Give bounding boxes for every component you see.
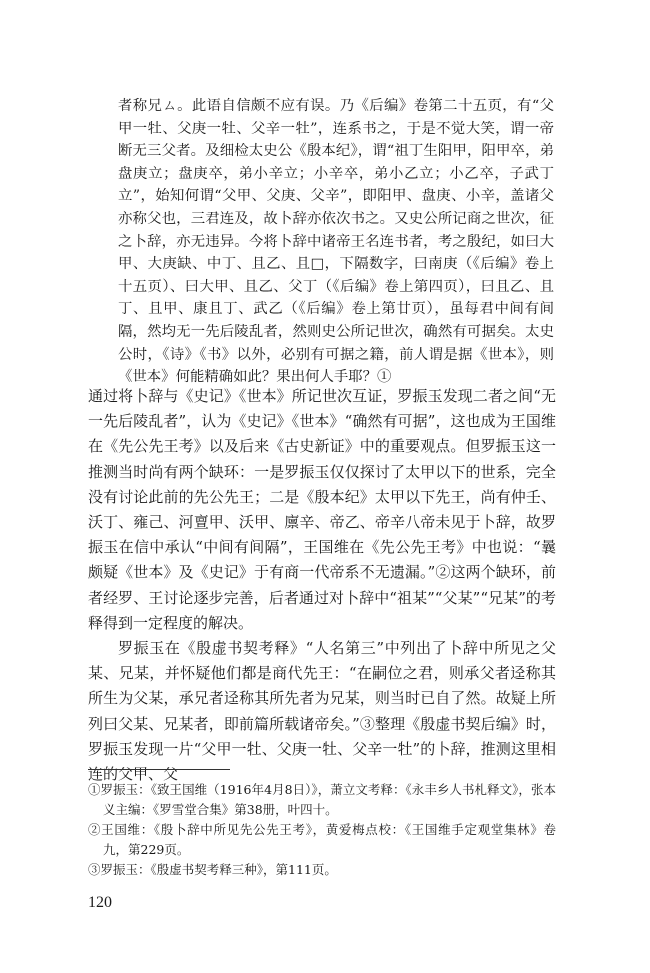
footnotes — [88, 780, 556, 880]
footnote-divider — [88, 769, 230, 770]
block-quote — [118, 95, 554, 389]
body-paragraph-1: 通过将卜辞与《史记》《世本》所记世次互证，罗振玉发现二者之间“无一先后陵乱者”，认为《史记》《世本》“确然有可据”，这也成为王国维在《先公先王考》以及后来《古史新证》中的重要观点。但罗振玉这一推测当时尚有两个缺环：一是罗振玉仅仅探讨了太甲以下的世系，完全没有讨论此前的先公先王；二是《殷本纪》太甲以下先王，尚有仲壬、沃丁、雍己、河亶甲、沃甲、廪辛、帝乙、帝辛八帝未见于卜辞，故罗振玉在信中承认“中间有间隔”，王国维在《先公先王考》中也说：“曩颇疑《世本》及《史记》于有商一代帝系不无遗漏。”②这两个缺环，前者经罗、王讨论逐步完善，后者通过对卜辞中“祖某”“父某”“兄某”的考释得到一定程度的解决。 — [88, 387, 556, 632]
footnote-3: ③罗振玉：《殷虚书契考释三种》，第111页。 — [88, 862, 337, 877]
footnote-2: ②王国维：《殷卜辞中所见先公先王考》，黄爱梅点校：《王国维手定观堂集林》卷九，第229页。 — [88, 822, 556, 857]
footnote-1: ①罗振玉：《致王国维（1916年4月8日）》，萧立文考释：《永丰乡人书札释文》，张本义主编：《罗雪堂合集》第38册，叶四十。 — [88, 782, 556, 817]
page-number: 120 — [88, 894, 112, 911]
body-paragraph-2: 罗振玉在《殷虚书契考释》“人名第三”中列出了卜辞中所见之父某、兄某，并怀疑他们都是商代先王：“在嗣位之君，则承父者迳称其所生为父某，承兄者迳称其所先者为兄某，则当时已自了然。故疑上所列曰父某、兄某者，即前篇所载诸帝矣。”③整理《殷虚书契后编》时，罗振玉发现一片“父甲一牡、父庚一牡、父辛一牡”的卜辞，推测这里相连的父甲、父 — [88, 639, 556, 784]
quote-text: 者称兄ㄙ。此语自信颇不应有误。乃《后编》卷第二十五页，有“父甲一牡、父庚一牡、父辛一牡”，连系书之，于是不觉大笑，谓一帝断无三父者。及细检太史公《殷本纪》，谓“祖丁生阳甲，阳甲卒，弟盘庚立；盘庚卒，弟小辛立；小辛卒，弟小乙立；小乙卒，子武丁立”，始知何谓“父甲、父庚、父辛”，即阳甲、盘庚、小辛，盖诸父亦称父也，三君连及，故卜辞亦依次书之。又史公所记商之世次，征之卜辞，亦无违异。今将卜辞中诸帝王名连书者，考之殷纪，如曰大甲、大庚缺、中丁、且乙、且□，下隔数字，曰南庚（《后编》卷上十五页）、曰大甲、且乙、父丁（《后编》卷上第四页），曰且乙、且丁、且甲、康且丁、武乙（《后编》卷上第廿页），虽每君中间有间隔，然均无一先后陵乱者，然则史公所记世次，确然有可据矣。太史公时，《诗》《书》以外，必别有可据之籍，前人谓是据《世本》，则《世本》何能精确如此？果出何人手耶？① — [118, 98, 554, 386]
